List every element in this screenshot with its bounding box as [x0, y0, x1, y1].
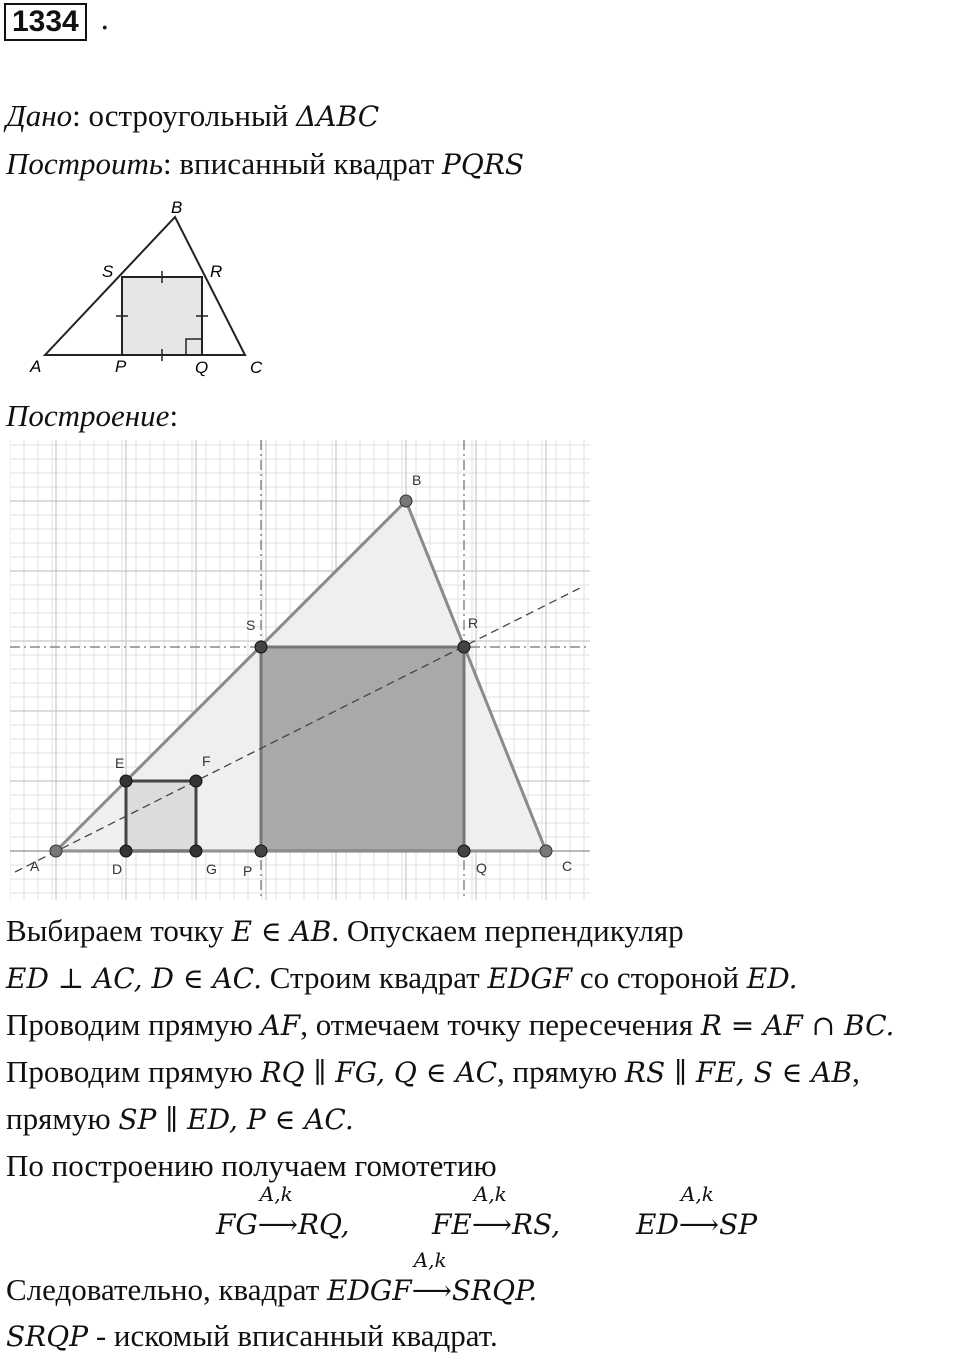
t3a: Проводим прямую — [6, 1007, 261, 1042]
t2a: Строим квадрат — [262, 960, 488, 995]
t2m1: ED ⊥ AC, D ∈ AC. — [6, 962, 262, 995]
t2m3: ED. — [746, 962, 798, 995]
text-line-5 — [6, 1101, 354, 1137]
f3-arrow-label: A,k — [680, 1182, 714, 1206]
text-line-2 — [6, 960, 798, 996]
t8m: SRQP — [6, 1320, 89, 1353]
t1a: Выбираем точку — [6, 913, 232, 948]
f2-left: FE — [432, 1208, 472, 1241]
label-C: C — [562, 858, 573, 874]
construct-math: PQRS — [442, 148, 525, 181]
f2-arrow-glyph: ⟶ — [471, 1208, 513, 1241]
text-line-7 — [6, 1248, 538, 1308]
t7-arrow-glyph: ⟶ — [411, 1274, 452, 1307]
t5a: прямую — [6, 1101, 119, 1136]
t3m1: AF — [260, 1009, 301, 1042]
construction-label: Построение — [6, 398, 170, 433]
label-Q: Q — [476, 860, 487, 876]
f2-arrow-label: A,k — [473, 1182, 507, 1206]
t3m2: R = AF ∩ BC. — [700, 1009, 895, 1042]
point-B — [400, 495, 412, 507]
t6: По построению получаем гомотетию — [6, 1148, 497, 1183]
formula-3 — [636, 1182, 758, 1241]
f1-arrow — [257, 1182, 298, 1241]
t5m: SP ∥ ED, P ∈ AC. — [118, 1103, 354, 1136]
t3b: , отмечаем точку пересечения — [300, 1007, 701, 1042]
construction-line — [6, 398, 178, 434]
construct-text: : вписанный квадрат — [163, 146, 443, 181]
t4c: , — [852, 1054, 860, 1089]
text-line-4 — [6, 1054, 860, 1090]
small-label-P: P — [115, 357, 127, 376]
construct-label: Построить — [6, 146, 164, 181]
label-F: F — [202, 753, 211, 769]
label-S: S — [246, 617, 256, 633]
problem-number: 1334 — [4, 3, 87, 41]
t8a: - искомый вписанный квадрат. — [88, 1318, 498, 1353]
t7-formula — [327, 1248, 538, 1307]
f3-arrow — [678, 1182, 720, 1241]
f2-arrow — [471, 1182, 513, 1241]
small-label-A: A — [30, 357, 42, 376]
text-line-8 — [6, 1318, 498, 1354]
text-line-1 — [6, 913, 684, 949]
f1-arrow-glyph: ⟶ — [257, 1208, 298, 1241]
label-E: E — [115, 755, 125, 771]
label-R: R — [468, 615, 479, 631]
small-label-R: R — [210, 262, 223, 281]
label-D: D — [112, 861, 123, 877]
point-S — [255, 641, 267, 653]
t4m2: RS ∥ FE, S ∈ AB — [624, 1056, 853, 1089]
f1-right: RQ, — [297, 1208, 350, 1241]
point-A — [50, 845, 62, 857]
small-label-S: S — [102, 262, 114, 281]
construct-line — [6, 146, 524, 182]
small-triangle-figure — [20, 195, 280, 385]
t4a: Проводим прямую — [6, 1054, 261, 1089]
f3-arrow-glyph: ⟶ — [678, 1208, 720, 1241]
label-B: B — [412, 472, 422, 488]
t7-arrow — [411, 1248, 452, 1307]
formula-1 — [216, 1182, 350, 1241]
point-D — [120, 845, 132, 857]
t7a: Следовательно, квадрат — [6, 1272, 328, 1307]
t7-right: SRQP. — [451, 1274, 538, 1307]
f1-arrow-label: A,k — [259, 1182, 293, 1206]
small-label-C: C — [250, 358, 263, 377]
construction-figure — [10, 440, 590, 900]
t1b: . Опускаем перпендикуляр — [331, 913, 684, 948]
t7-arrow-label: A,k — [413, 1248, 447, 1272]
text-line-3 — [6, 1007, 894, 1043]
t4m1: RQ ∥ FG, Q ∈ AC — [260, 1056, 498, 1089]
f2-right: RS, — [512, 1208, 561, 1241]
label-G: G — [206, 861, 217, 877]
square-PQRS — [261, 647, 464, 851]
problem-number-dot: . — [100, 2, 110, 37]
t2b: со стороной — [572, 960, 747, 995]
point-F — [190, 775, 202, 787]
small-square — [122, 277, 202, 355]
point-P — [255, 845, 267, 857]
formula-2 — [432, 1182, 561, 1241]
point-E — [120, 775, 132, 787]
label-A: A — [30, 858, 40, 874]
f3-right: SP — [719, 1208, 758, 1241]
small-label-Q: Q — [195, 358, 209, 377]
given-line — [6, 98, 379, 134]
small-label-B: B — [171, 198, 183, 217]
given-text: : остроугольный — [72, 98, 297, 133]
point-G — [190, 845, 202, 857]
text-line-6 — [6, 1148, 497, 1184]
construction-colon: : — [169, 398, 179, 433]
t7-left: EDGF — [327, 1274, 412, 1307]
t4b: , прямую — [497, 1054, 625, 1089]
point-R — [458, 641, 470, 653]
point-Q — [458, 845, 470, 857]
f1-left: FG — [216, 1208, 258, 1241]
square-EDGF — [126, 781, 196, 851]
label-P: P — [243, 863, 253, 879]
t2m2: EDGF — [487, 962, 573, 995]
t1m: E ∈ AB — [231, 915, 332, 948]
point-C — [540, 845, 552, 857]
given-math: ΔABC — [296, 100, 380, 133]
f3-left: ED — [636, 1208, 679, 1241]
given-label: Дано — [6, 98, 73, 133]
